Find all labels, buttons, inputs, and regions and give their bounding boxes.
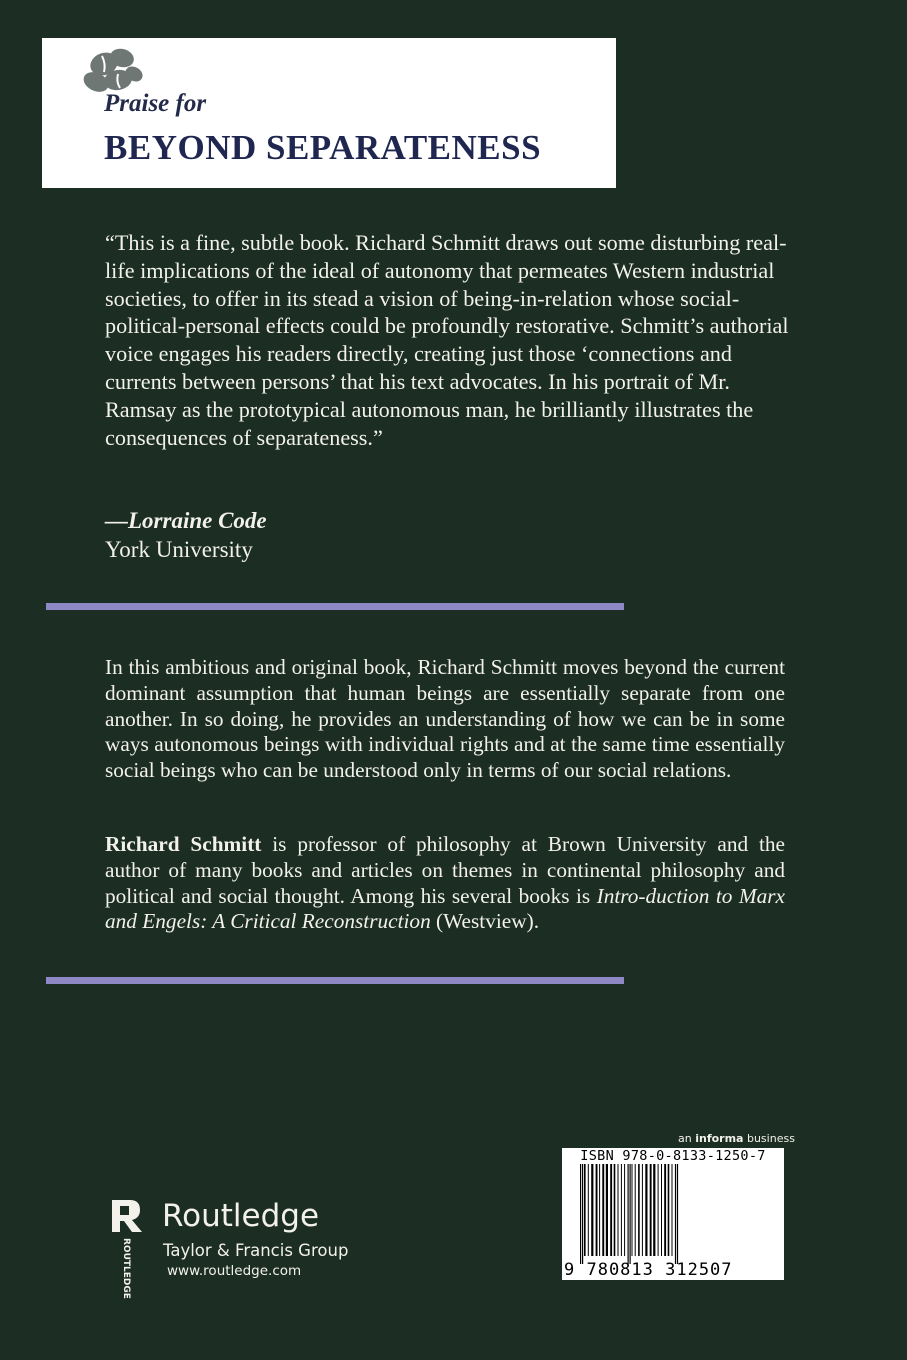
barcode-bar bbox=[668, 1164, 670, 1256]
barcode-bar bbox=[602, 1164, 604, 1256]
barcode-bar bbox=[664, 1164, 666, 1256]
barcode-guard-bar bbox=[677, 1164, 678, 1264]
barcode-bar bbox=[672, 1164, 673, 1256]
barcode-bar bbox=[624, 1164, 625, 1256]
barcode-bar bbox=[650, 1164, 652, 1256]
bio-text-1: is professor of philosophy at Brown University and the author of many books and articles on themes in continental philosophy and political and social thought. Among his several books is bbox=[105, 832, 785, 908]
barcode-guard-bar bbox=[580, 1164, 581, 1264]
barcode-bar bbox=[618, 1164, 619, 1256]
barcode-bars bbox=[566, 1164, 780, 1264]
barcode-bar bbox=[584, 1164, 586, 1256]
bio-text-2: (Westview). bbox=[430, 909, 540, 934]
barcode-guard-bar bbox=[630, 1164, 631, 1264]
routledge-logo-icon bbox=[104, 1198, 144, 1299]
barcode-bar bbox=[653, 1164, 655, 1256]
barcode-digits: 9 780813 312507 bbox=[564, 1260, 733, 1280]
bio-book-title: Intro-duction to Marx and Engels: A Critical Reconstruction bbox=[105, 883, 785, 934]
divider-top bbox=[46, 603, 624, 610]
book-title: BEYOND SEPARATENESS bbox=[104, 128, 542, 167]
publisher-name: Routledge bbox=[162, 1198, 320, 1234]
book-description: In this ambitious and original book, Richard Schmitt moves beyond the current dominant assumption that human beings are essentially separate from one another. In so doing, he provides an understanding of how we can be in some ways autonomous beings with individual rights and at the same time essentially social beings who can be understood only in terms of our social relations. bbox=[105, 655, 785, 783]
divider-bottom bbox=[46, 977, 624, 984]
barcode-bar bbox=[588, 1164, 589, 1256]
barcode-guard-bar bbox=[582, 1164, 583, 1264]
barcode-bar bbox=[661, 1164, 662, 1256]
barcode-bar bbox=[614, 1164, 616, 1256]
routledge-logo-text: ROUTLEDGE bbox=[121, 1238, 131, 1299]
endorser-name: —Lorraine Code bbox=[105, 508, 267, 533]
barcode-bar bbox=[591, 1164, 593, 1256]
publisher-group: Taylor & Francis Group bbox=[163, 1241, 349, 1260]
barcode-panel bbox=[562, 1148, 784, 1280]
author-bio bbox=[105, 832, 785, 935]
barcode-bar bbox=[642, 1164, 643, 1256]
barcode-bar bbox=[632, 1164, 633, 1256]
barcode-bar bbox=[638, 1164, 640, 1256]
barcode-bar bbox=[635, 1164, 636, 1256]
barcode-bar bbox=[599, 1164, 600, 1256]
endorsement-quote: “This is a fine, subtle book. Richard Schmitt draws out some disturbing real-life implications of the ideal of autonomy that permeates Western industrial societies, to offer in its stead a vision of being-in-relation whose social-political-personal effects could be profoundly restorative. Schmitt’s authorial voice engages his readers directly, creating just those ‘connections and currents between persons’ that his text advocates. In his portrait of Mr. Ramsay as the prototypical autonomous man, he brilliantly illustrates the consequences of separateness.” bbox=[105, 230, 789, 450]
informa-line bbox=[678, 1132, 795, 1145]
barcode-bar bbox=[645, 1164, 647, 1256]
barcode-guard-bar bbox=[628, 1164, 629, 1264]
publisher-url: www.routledge.com bbox=[167, 1263, 302, 1279]
praise-for-label: Praise for bbox=[104, 90, 207, 117]
barcode-bar bbox=[621, 1164, 622, 1256]
barcode-bar bbox=[596, 1164, 598, 1256]
barcode-guard-bar bbox=[675, 1164, 676, 1264]
informa-suffix: business bbox=[743, 1132, 795, 1145]
author-name: Richard Schmitt bbox=[105, 832, 262, 856]
praise-header-panel bbox=[42, 38, 616, 188]
informa-prefix: an bbox=[678, 1132, 696, 1145]
isbn-label: ISBN 978-0-8133-1250-7 bbox=[580, 1148, 766, 1164]
barcode-bar bbox=[606, 1164, 608, 1256]
barcode-bar bbox=[658, 1164, 659, 1256]
barcode-bar bbox=[610, 1164, 612, 1256]
informa-brand: informa bbox=[695, 1132, 744, 1145]
endorser-institution: York University bbox=[105, 537, 253, 562]
